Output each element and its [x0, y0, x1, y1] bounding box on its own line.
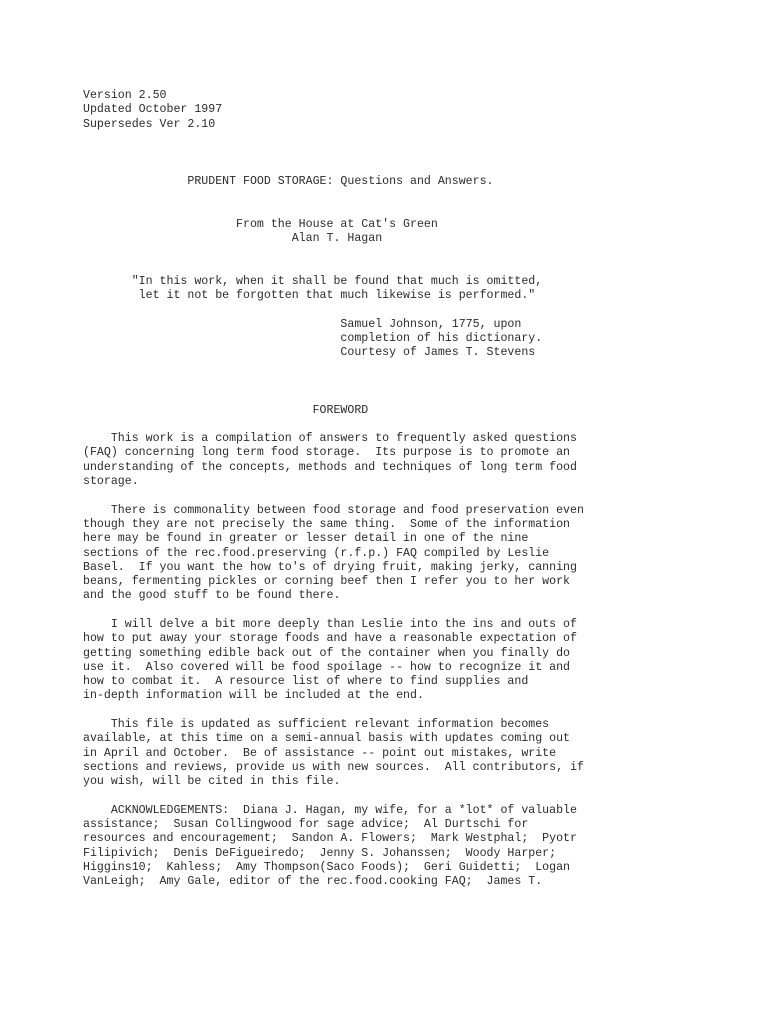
document-line: Updated October 1997 [83, 103, 223, 117]
document-line: though they are not precisely the same thing. Some of the information [83, 517, 571, 531]
document-line [83, 790, 584, 804]
document-line: here may be found in greater or lesser detail in one of the nine [83, 532, 529, 546]
document-line: and the good stuff to be found there. [83, 589, 341, 603]
document-line: assistance; Susan Collingwood for sage advice; Al Durtschi for [83, 818, 529, 832]
document-line [83, 146, 584, 160]
document-line: how to combat it. A resource list of where to find supplies and [83, 675, 529, 689]
document-line: sections of the rec.food.preserving (r.f.p.) FAQ compiled by Leslie [83, 546, 550, 560]
document-line [83, 389, 584, 403]
document-line: Supersedes Ver 2.10 [83, 117, 216, 131]
document-line [83, 303, 584, 317]
document-line [83, 704, 584, 718]
document-line: in April and October. Be of assistance -- point out mistakes, write [83, 746, 557, 760]
document-line: FOREWORD [83, 403, 369, 417]
document-line: "In this work, when it shall be found that much is omitted, [83, 274, 543, 288]
document-line [83, 189, 584, 203]
document-line: From the House at Cat's Green [83, 217, 438, 231]
document-line [83, 261, 584, 275]
document-line: beans, fermenting pickles or corning beef then I refer you to her work [83, 575, 571, 589]
document-line [83, 375, 584, 389]
document-line: use it. Also covered will be food spoilage -- how to recognize it and [83, 660, 571, 674]
document-line: Basel. If you want the how to's of drying fruit, making jerky, canning [83, 560, 577, 574]
document-line: understanding of the concepts, methods and techniques of long term food [83, 460, 577, 474]
document-line: PRUDENT FOOD STORAGE: Questions and Answers. [83, 174, 494, 188]
document-line: getting something edible back out of the container when you finally do [83, 646, 571, 660]
document-line: completion of his dictionary. [83, 332, 543, 346]
document-line: sections and reviews, provide us with new sources. All contributors, if [83, 760, 584, 774]
document-line: in-depth information will be included at the end. [83, 689, 424, 703]
document-line [83, 418, 584, 432]
document-line: Courtesy of James T. Stevens [83, 346, 536, 360]
document-line: There is commonality between food storage and food preservation even [83, 503, 584, 517]
document-line: resources and encouragement; Sandon A. Flowers; Mark Westphal; Pyotr [83, 832, 577, 846]
document-line: I will delve a bit more deeply than Leslie into the ins and outs of [83, 617, 577, 631]
document-line: Version 2.50 [83, 89, 167, 102]
document-line: ACKNOWLEDGEMENTS: Diana J. Hagan, my wife, for a *lot* of valuable [83, 803, 577, 817]
document-line: storage. [83, 475, 139, 489]
document-line: This work is a compilation of answers to frequently asked questions [83, 432, 577, 446]
document-line [83, 203, 584, 217]
document-line [83, 132, 584, 146]
document-line: (FAQ) concerning long term food storage. Its purpose is to promote an [83, 446, 571, 460]
document-line: how to put away your storage foods and have a reasonable expectation of [83, 632, 577, 646]
document-line [83, 604, 584, 618]
document-line [83, 246, 584, 260]
document-line [83, 160, 584, 174]
document-line: let it not be forgotten that much likewise is performed." [83, 289, 536, 303]
document-line: available, at this time on a semi-annual basis with updates coming out [83, 732, 571, 746]
document-line: Alan T. Hagan [83, 231, 383, 245]
document-line [83, 361, 584, 375]
document-line: VanLeigh; Amy Gale, editor of the rec.food.cooking FAQ; James T. [83, 875, 543, 889]
document-line: Samuel Johnson, 1775, upon [83, 317, 522, 331]
document-line: Filipivich; Denis DeFigueiredo; Jenny S. Johanssen; Woody Harper; [83, 846, 557, 860]
document-line: This file is updated as sufficient relevant information becomes [83, 718, 550, 732]
document-line [83, 489, 584, 503]
document-line: Higgins10; Kahless; Amy Thompson(Saco Foods); Geri Guidetti; Logan [83, 861, 571, 875]
document-line: you wish, will be cited in this file. [83, 775, 341, 789]
document-text [83, 89, 584, 890]
